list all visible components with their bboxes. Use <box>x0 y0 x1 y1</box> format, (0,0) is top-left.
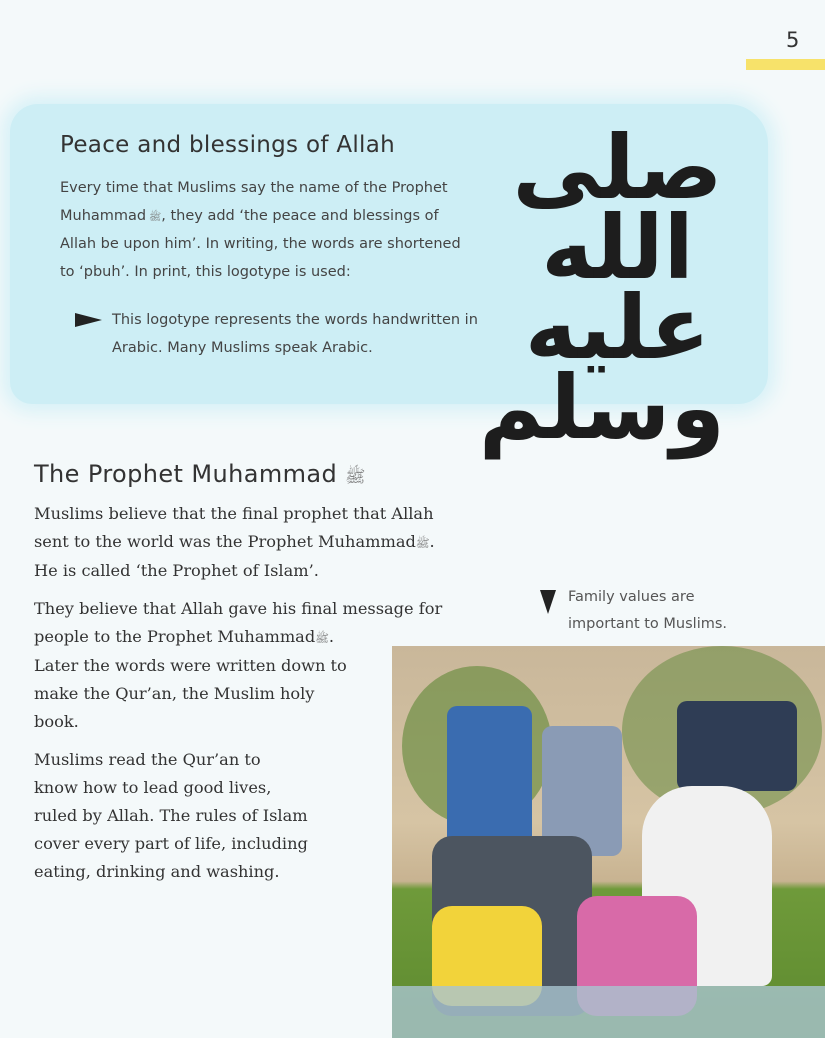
page-number: 5 <box>786 28 800 52</box>
info-box-body <box>60 175 461 286</box>
pbuh-symbol: ﷺ <box>415 536 430 550</box>
info-box-title: Peace and blessings of Allah <box>60 132 396 158</box>
text-line: Arabic. Many Muslims speak Arabic. <box>112 339 373 356</box>
paragraph-2: They believe that Allah gave his final message for people to the Prophet Muhammadﷺ. Later the words were written down to make the Qur’an, the Muslim holy book. <box>34 599 443 731</box>
pbuh-symbol: ﷺ <box>345 466 366 486</box>
arrow-right-icon <box>75 313 102 327</box>
accent-bar <box>746 59 825 70</box>
text-line: Every time that Muslims say the name of the Prophet <box>60 180 448 196</box>
photo-caption: Family values are important to Muslims. <box>568 589 728 632</box>
text-line: , they add ‘the peace and blessings of <box>161 207 439 224</box>
text-line: Muhammad <box>60 207 150 224</box>
pbuh-logotype: صلى الله عليه وسلم <box>478 116 725 459</box>
paragraph-1: Muslims believe that the final prophet that Allah sent to the world was the Prophet Muhammadﷺ. He is called ‘the Prophet of Islam’. <box>34 504 435 580</box>
pbuh-symbol: ﷺ <box>149 211 162 223</box>
arrow-down-icon <box>540 590 556 614</box>
pbuh-symbol: ﷺ <box>315 631 329 645</box>
logotype-note <box>112 307 478 362</box>
text-line: to ‘pbuh’. In print, this logotype is used: <box>60 263 351 280</box>
family-photo <box>392 646 825 1038</box>
text-line: This logotype represents the words handwritten in <box>112 312 478 328</box>
text-line: Allah be upon him’. In writing, the words are shortened <box>60 236 461 253</box>
paragraph-3: Muslims read the Qur’an to know how to lead good lives, ruled by Allah. The rules of Islam cover every part of life, including eating, drinking and washing. <box>34 750 308 881</box>
section-title: The Prophet Muhammad ﷺ <box>34 460 366 488</box>
